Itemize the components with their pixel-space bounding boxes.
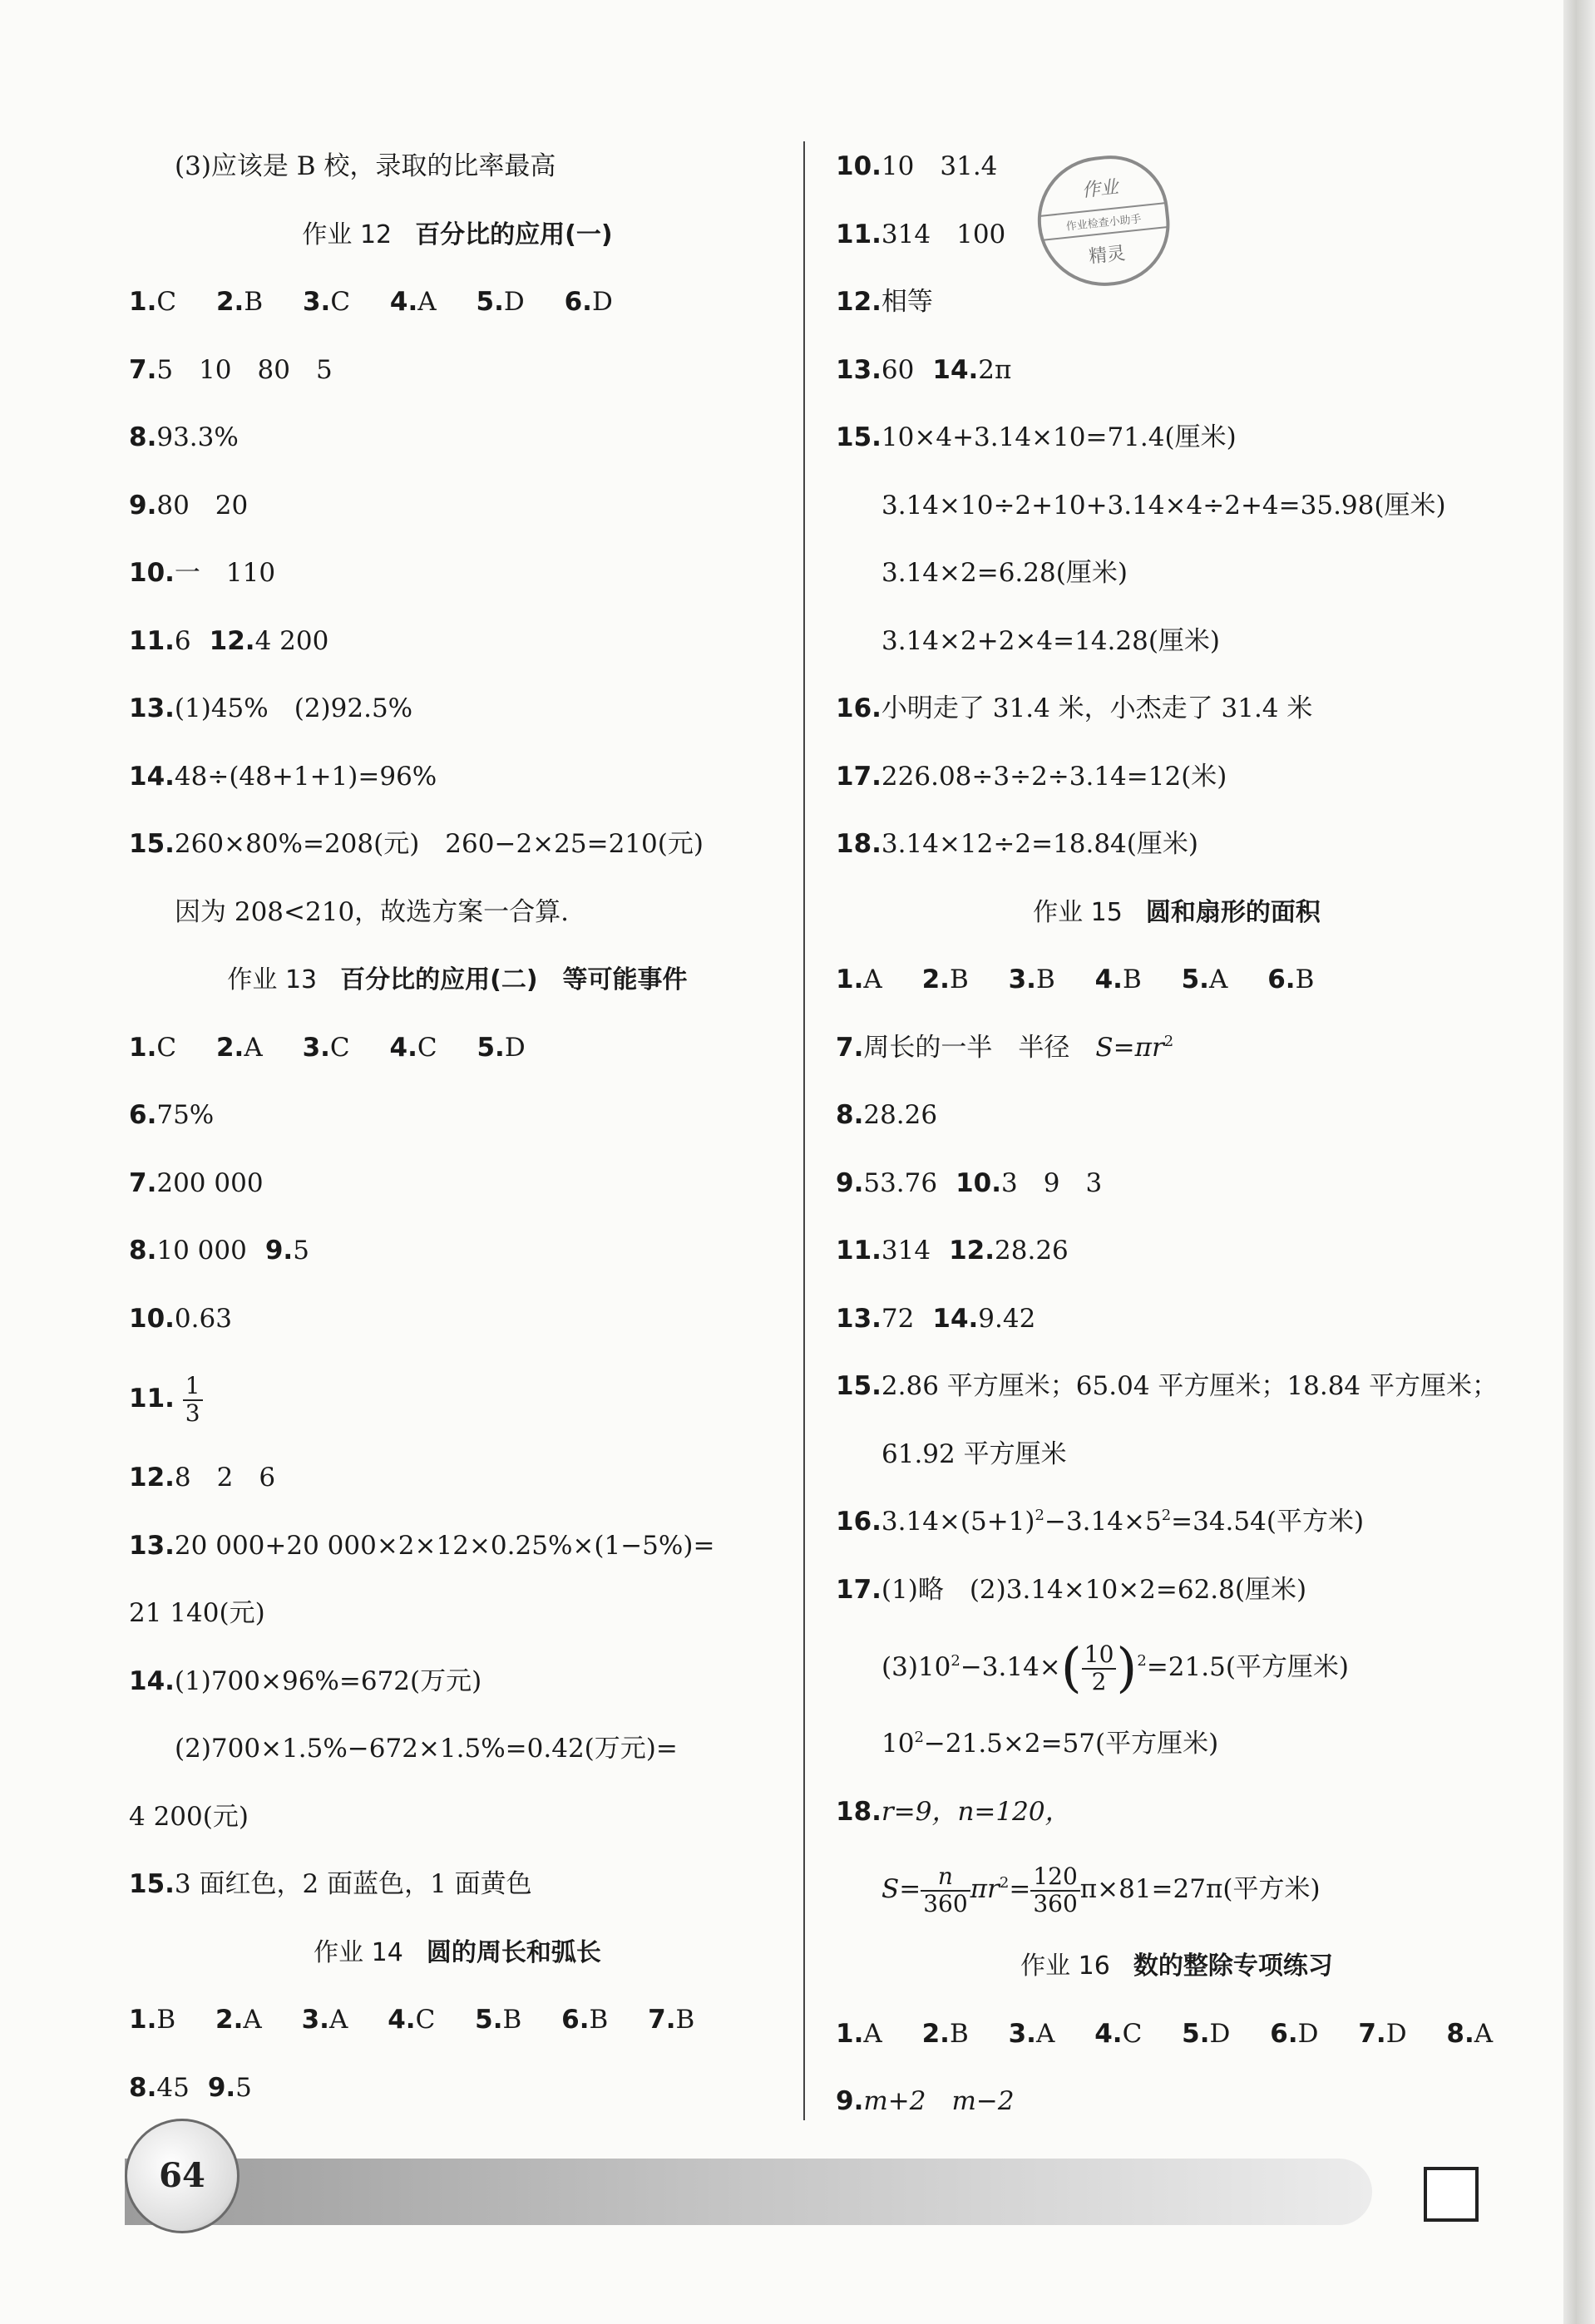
answer-line: 15.10×4+3.14×10=71.4(厘米) — [836, 422, 1237, 452]
answer-line: 21 140(元) — [129, 1598, 265, 1628]
column-divider — [803, 141, 805, 2120]
answer-line: (2)700×1.5%−672×1.5%=0.42(万元)= — [175, 1734, 678, 1764]
corner-checkbox — [1424, 2167, 1479, 2222]
footer-band — [125, 2159, 1372, 2225]
answer-line: 11.314 12.28.26 — [836, 1236, 1069, 1266]
answer-line: 12.8 2 6 — [129, 1463, 276, 1493]
answer-line: 7.200 000 — [129, 1167, 264, 1198]
answer-line: 12.相等 — [836, 287, 933, 317]
answer-line: 8.45 9.5 — [129, 2072, 252, 2103]
fraction: $\frac{120}{360}$ — [1030, 1864, 1079, 1917]
section-heading-13: 作业 13 百分比的应用(二) 等可能事件 — [227, 965, 688, 994]
answer-line: 8.93.3% — [129, 422, 239, 452]
answer-line: 10.10 31.4 — [836, 151, 998, 181]
left-column — [129, 133, 786, 2122]
answer-line: 8.28.26 — [836, 1100, 938, 1130]
fraction: $\frac{1}{3}$ — [183, 1374, 203, 1427]
answer-line: 14.(1)700×96%=672(万元) — [129, 1665, 482, 1696]
stamp-text: 作业检查小助手 — [1040, 202, 1167, 241]
right-column — [836, 133, 1518, 2136]
answer-line: 13.(1)45% (2)92.5% — [129, 693, 413, 723]
answer-line: S= $\frac{n}{360}$ $\pi r^2=$ $\frac{120}{360}$ π×81=27π(平方米) — [881, 1862, 1321, 1917]
answer-line: 6.75% — [129, 1100, 215, 1130]
page-number: 64 — [125, 2119, 239, 2233]
answer-line: 3.14×2+2×4=14.28(厘米) — [881, 625, 1221, 656]
answer-line: 15.3 面红色，2 面蓝色，1 面黄色 — [129, 1869, 532, 1899]
fraction: $\frac{10}{2}$ — [1082, 1642, 1117, 1695]
answer-line: 17.226.08÷3÷2÷3.14=12(米) — [836, 761, 1227, 792]
section-heading-14: 作业 14 圆的周长和弧长 — [314, 1937, 601, 1967]
answer-line: 18.3.14×12÷2=18.84(厘米) — [836, 829, 1198, 859]
answer-line: 13.20 000+20 000×2×12×0.25%×(1−5%)= — [129, 1530, 715, 1561]
answer-line: 9.80 20 — [129, 490, 249, 521]
answer-line: 9.53.76 10.3 9 3 — [836, 1167, 1103, 1198]
answer-line: (3)应该是 B 校，录取的比率最高 — [175, 151, 556, 181]
answer-line: $(3)10^2-3.14\times$( $\frac{10}{2}$ )$^2$=21.5(平方厘米) — [881, 1637, 1350, 1700]
answer-line: 13.60 14.2π — [836, 354, 1012, 385]
answer-line: 14.48÷(48+1+1)=96% — [129, 761, 437, 792]
answer-line: 15.2.86 平方厘米；65.04 平方厘米；18.84 平方厘米； — [836, 1371, 1498, 1401]
answer-line: 7.5 10 80 5 — [129, 354, 333, 385]
section-heading-12: 作业 12 百分比的应用(一) — [302, 220, 613, 249]
section-heading-16: 作业 16 数的整除专项练习 — [1020, 1951, 1333, 1981]
answer-line: 10.0.63 — [129, 1303, 232, 1334]
answer-line: 3.14×2=6.28(厘米) — [881, 558, 1128, 588]
answer-line: 3.14×10÷2+10+3.14×4÷2+4=35.98(厘米) — [881, 490, 1446, 521]
answer-line: 15.260×80%=208(元) 260−2×25=210(元) — [129, 829, 704, 859]
fraction: $\frac{n}{360}$ — [921, 1864, 970, 1917]
answer-line: $10^2-21.5\times 2=57$(平方厘米) — [881, 1729, 1219, 1759]
stamp-text: 作业 — [1080, 176, 1120, 202]
answer-line: 18.r=9，n=120， — [836, 1796, 1071, 1827]
answer-line: 1.C 2.A 3.C 4.C 5.D — [129, 1032, 526, 1063]
section-heading-15: 作业 15 圆和扇形的面积 — [1033, 897, 1321, 927]
stamp-text: 精灵 — [1088, 243, 1127, 269]
page-edge — [1563, 0, 1595, 2324]
answer-line: 13.72 14.9.42 — [836, 1303, 1036, 1334]
answer-line: 8.10 000 9.5 — [129, 1236, 309, 1266]
answer-line: $16.3.14\times(5+1)^2-3.14\times 5^2=34.54$(平方米) — [836, 1507, 1365, 1537]
answer-line: 16.小明走了 31.4 米，小杰走了 31.4 米 — [836, 693, 1313, 723]
answer-line: 10.一 110 — [129, 558, 276, 588]
answer-line: 11. $\frac{1}{3}$ — [129, 1353, 786, 1444]
answer-line: 4 200(元) — [129, 1801, 249, 1832]
answer-line: 因为 208<210，故选方案一合算. — [175, 896, 570, 927]
answer-line: 11.6 12.4 200 — [129, 625, 329, 656]
answer-line: 1.C 2.B 3.C 4.A 5.D 6.D — [129, 287, 613, 317]
answer-line: 11.314 100 — [836, 219, 1006, 249]
answer-line: 1.A 2.B 3.A 4.C 5.D 6.D 7.D 8.A — [836, 2018, 1494, 2049]
answer-line: 7.周长的一半 半径 $S=\pi r^2$ — [836, 1032, 1174, 1063]
answer-line: 1.A 2.B 3.B 4.B 5.A 6.B — [836, 965, 1315, 994]
answer-line: 1.B 2.A 3.A 4.C 5.B 6.B 7.B — [129, 2005, 695, 2035]
answer-line: 61.92 平方厘米 — [881, 1438, 1067, 1469]
answer-line: 17.(1)略 (2)3.14×10×2=62.8(厘米) — [836, 1574, 1307, 1605]
answer-line: 9.m+2 m−2 — [836, 2086, 1015, 2116]
